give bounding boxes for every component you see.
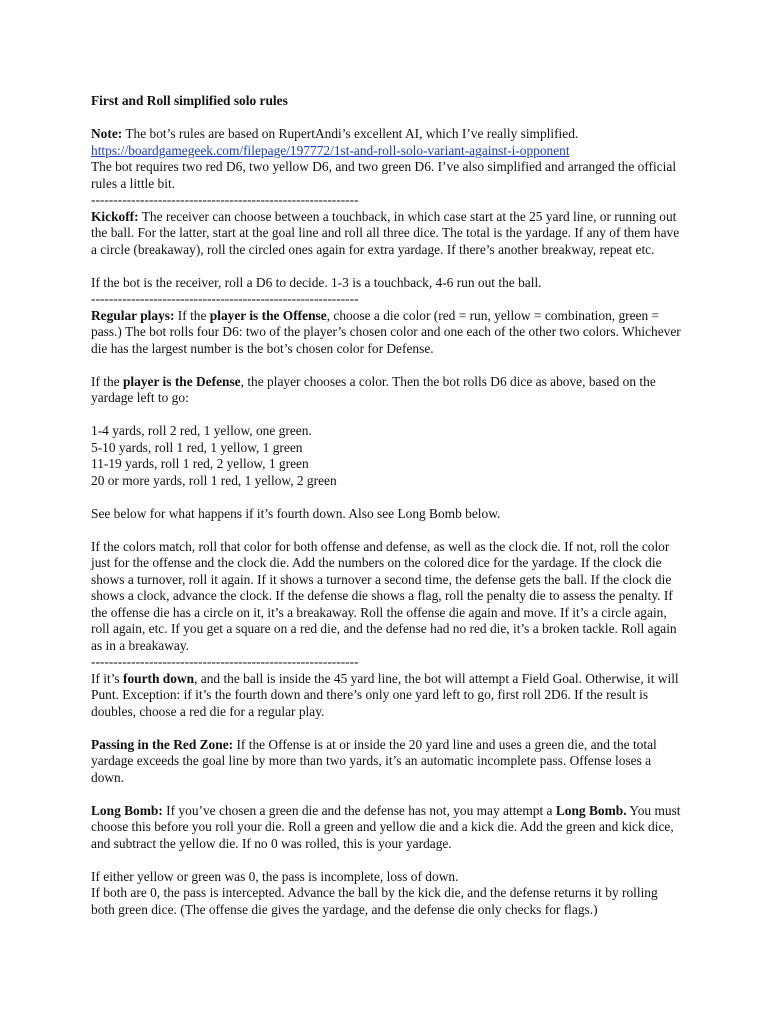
yardage-list-item: 1-4 yards, roll 2 red, 1 yellow, one green. <box>91 423 312 438</box>
fourth-down-bold: fourth down <box>123 670 195 686</box>
player-defense-bold: player is the Defense <box>122 373 241 389</box>
fourth-down-paragraph <box>91 671 683 721</box>
interception-paragraph: If both are 0, the pass is intercepted. Advance the ball by the kick die, and the defense returns it by rolling both green dice. (The offense die gives the yardage, and the defense die only checks for flags.) <box>91 885 658 917</box>
separator-line: ------------------------------------------------------------ <box>91 291 359 306</box>
red-zone-label: Passing in the Red Zone: <box>91 736 234 752</box>
incomplete-pass-line: If either yellow or green was 0, the pass is incomplete, loss of down. <box>91 868 459 884</box>
defense-text: If the <box>91 373 123 389</box>
bgg-link-line <box>91 143 683 160</box>
long-bomb-label: Long Bomb: <box>91 802 163 818</box>
defense-text: , the player chooses a color. Then the bot rolls D6 dice as above, based on the yardage left to go: <box>91 373 656 405</box>
note-paragraph <box>91 126 683 143</box>
spacer <box>91 110 683 127</box>
player-defense-paragraph <box>91 374 683 407</box>
regular-text: , choose a die color (red = run, yellow = combination, green = pass.) The bot rolls four D6: two of the player’s chosen color and one each of the other two colors. Whichever die has the largest number is the bot’s chosen color for Defense. <box>91 307 681 356</box>
document-title: First and Roll simplified solo rules <box>91 93 288 108</box>
yardage-list-item: 11-19 yards, roll 1 red, 2 yellow, 1 green <box>91 456 309 471</box>
yardage-list-item: 20 or more yards, roll 1 red, 1 yellow, 2 green <box>91 472 337 488</box>
spacer <box>91 720 683 737</box>
regular-text: If the <box>174 307 210 323</box>
fourth-down-text: , and the ball is inside the 45 yard line, the bot will attempt a Field Goal. Otherwise, it will Punt. Exception: if it’s the fourth down and there’s only one yard left to go, first roll 2D6. If the result is doubles, choose a red die for a regular play. <box>91 670 679 719</box>
red-zone-paragraph <box>91 737 683 787</box>
fourth-down-text: If it’s <box>91 670 123 686</box>
red-zone-text: If the Offense is at or inside the 20 yard line and uses a green die, and the total yardage exceeds the goal line by more than two yards, it’s an automatic incomplete pass. Offense loses a down. <box>91 736 657 785</box>
see-below-paragraph: See below for what happens if it’s fourth down. Also see Long Bomb below. <box>91 505 501 521</box>
spacer <box>91 489 683 506</box>
regular-plays-label: Regular plays: <box>91 307 175 323</box>
kickoff-text: The receiver can choose between a touchback, in which case start at the 25 yard line, or running out the ball. For the latter, start at the goal line and roll all three dice. The total is the yardage. If any of them have a circle (breakaway), roll the circled ones again for extra yardage. If there’s another breakway, repeat etc. <box>91 208 680 257</box>
bot-receiver-paragraph: If the bot is the receiver, roll a D6 to decide. 1-3 is a touchback, 4-6 run out the ball. <box>91 274 542 290</box>
yardage-list-item: 5-10 yards, roll 1 red, 1 yellow, 1 green <box>91 439 303 455</box>
colors-match-paragraph: If the colors match, roll that color for both offense and defense, as well as the clock die. If not, roll the color just for the offense and the clock die. Add the numbers on the colored dice for the yardage. If the clock die shows a turnover, roll it again. If it shows a turnover a second time, the defense gets the ball. If the clock die shows a clock, advance the clock. If the defense die shows a flag, roll the penalty die to assess the penalty. If the offense die has a circle on it, it’s a breakaway. Roll the offense die again and move. If it’s a circle again, roll again, etc. If you get a square on a red die, and the defense had no red die, it’s a broken tackle. Roll again as in a breakaway. <box>91 538 677 653</box>
long-bomb-text: If you’ve chosen a green die and the defense has not, you may attempt a <box>162 802 556 818</box>
kickoff-paragraph <box>91 209 683 259</box>
note-dice-paragraph: The bot requires two red D6, two yellow D6, and two green D6. I’ve also simplified and arranged the official rules a little bit. <box>91 159 677 191</box>
spacer <box>91 786 683 803</box>
note-label: Note: <box>91 126 123 141</box>
regular-plays-paragraph <box>91 308 683 358</box>
spacer <box>91 522 683 539</box>
player-offense-bold: player is the Offense <box>209 307 327 323</box>
note-text: The bot’s rules are based on RupertAndi’s excellent AI, which I’ve really simplified. <box>122 126 579 141</box>
long-bomb-text: You must choose this before you roll your die. Roll a green and yellow die and a kick die. Add the green and kick dice, and subtract the yellow die. If no 0 was rolled, this is your yardage. <box>91 802 681 851</box>
document-body <box>91 93 683 918</box>
spacer <box>91 357 683 374</box>
spacer <box>91 407 683 424</box>
bgg-link[interactable]: https://boardgamegeek.com/filepage/197772/1st-and-roll-solo-variant-against-i-opponent <box>91 142 570 158</box>
separator-line: ------------------------------------------------------------ <box>91 654 359 669</box>
spacer <box>91 258 683 275</box>
separator-line: ------------------------------------------------------------ <box>91 192 359 207</box>
long-bomb-paragraph <box>91 803 683 853</box>
long-bomb-bold: Long Bomb. <box>555 802 627 818</box>
kickoff-label: Kickoff: <box>91 208 139 224</box>
spacer <box>91 852 683 869</box>
